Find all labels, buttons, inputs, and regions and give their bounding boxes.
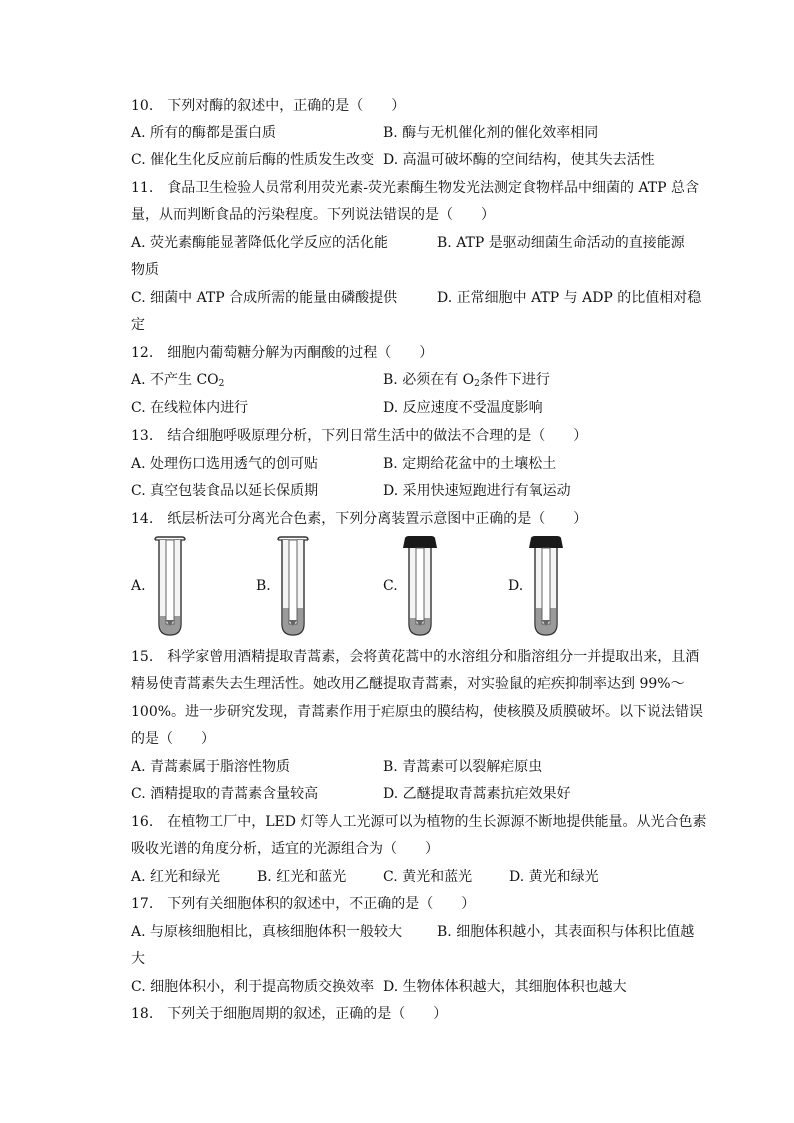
q11-option-d-continued: 定	[131, 317, 145, 333]
question-16-stem-line2: 吸收光谱的角度分析，适宜的光源组合为（ ）	[131, 841, 439, 857]
q12-option-c: C. 在线粒体内进行	[131, 400, 249, 416]
test-tube-c-icon	[402, 536, 438, 638]
q11-option-b: B. ATP 是驱动细菌生命活动的直接能源	[437, 235, 685, 251]
test-tube-a-icon	[152, 536, 188, 638]
q11-option-b-continued: 物质	[131, 262, 159, 278]
q15-option-d: D. 乙醚提取青蒿素抗疟效果好	[383, 786, 571, 802]
test-tube-b-icon	[275, 536, 311, 638]
q12-option-d: D. 反应速度不受温度影响	[383, 400, 543, 416]
q10-option-a: A. 所有的酶都是蛋白质	[131, 125, 277, 141]
question-10-stem: 10. 下列对酶的叙述中，正确的是（ ）	[131, 98, 406, 114]
q17-option-b: B. 细胞体积越小，其表面积与体积比值越	[437, 924, 695, 940]
q11-option-d: D. 正常细胞中 ATP 与 ADP 的比值相对稳	[437, 290, 702, 306]
question-11-stem-line1: 11. 食品卫生检验人员常利用荧光素-荧光素酶生物发光法测定食物样品中细菌的 ATP 总含	[131, 180, 699, 196]
question-15-stem-line4: 的是（ ）	[131, 731, 215, 747]
test-tube-d-icon	[528, 536, 564, 638]
q11-option-c: C. 细菌中 ATP 合成所需的能量由磷酸提供	[131, 290, 398, 306]
q13-option-c: C. 真空包装食品以延长保质期	[131, 483, 319, 499]
q17-option-d: D. 生物体体积越大，其细胞体积也越大	[383, 979, 627, 995]
q15-option-a: A. 青蒿素属于脂溶性物质	[131, 759, 291, 775]
q10-option-b: B. 酶与无机催化剂的催化效率相同	[383, 125, 599, 141]
q12-option-a: A. 不产生 $CO_2$	[131, 372, 225, 389]
q13-option-b: B. 定期给花盆中的土壤松土	[383, 456, 557, 472]
question-15-stem-line1: 15. 科学家曾用酒精提取青蒿素，会将黄花蒿中的水溶组分和脂溶组分一并提取出来，且酒	[131, 649, 700, 665]
question-17-stem: 17. 下列有关细胞体积的叙述中，不正确的是（ ）	[131, 896, 476, 912]
q11-option-a: A. 荧光素酶能显著降低化学反应的活化能	[131, 235, 389, 251]
q14-label-d: D.	[508, 578, 524, 594]
q12-option-b: B. 必须在有 $O_2$条件下进行	[383, 372, 550, 389]
q16-option-a: A. 红光和绿光	[131, 869, 221, 885]
question-16-stem-line1: 16. 在植物工厂中，LED 灯等人工光源可以为植物的生长源源不断地提供能量。从光合色素	[131, 814, 707, 830]
question-18-stem: 18. 下列关于细胞周期的叙述，正确的是（ ）	[131, 1006, 448, 1022]
q16-option-c: C. 黄光和蓝光	[383, 869, 473, 885]
q14-label-c: C.	[383, 578, 398, 594]
q14-label-a: A.	[131, 578, 146, 594]
q17-option-c: C. 细胞体积小，利于提高物质交换效率	[131, 979, 375, 995]
q10-option-c: C. 催化生化反应前后酶的性质发生改变	[131, 152, 375, 168]
q16-option-b: B. 红光和蓝光	[257, 869, 347, 885]
q15-option-b: B. 青蒿素可以裂解疟原虫	[383, 759, 543, 775]
q16-option-d: D. 黄光和绿光	[509, 869, 599, 885]
q13-option-a: A. 处理伤口选用透气的创可贴	[131, 456, 319, 472]
q14-label-b: B.	[256, 578, 271, 594]
q13-option-d: D. 采用快速短跑进行有氧运动	[383, 483, 571, 499]
question-13-stem: 13. 结合细胞呼吸原理分析，下列日常生活中的做法不合理的是（ ）	[131, 428, 588, 444]
question-14-stem: 14. 纸层析法可分离光合色素，下列分离装置示意图中正确的是（ ）	[131, 511, 588, 527]
q10-option-d: D. 高温可破坏酶的空间结构，使其失去活性	[383, 152, 655, 168]
question-11-stem-line2: 量，从而判断食品的污染程度。下列说法错误的是（ ）	[131, 207, 495, 223]
q15-option-c: C. 酒精提取的青蒿素含量较高	[131, 786, 319, 802]
q17-option-a: A. 与原核细胞相比，真核细胞体积一般较大	[131, 924, 403, 940]
question-12-stem: 12. 细胞内葡萄糖分解为丙酮酸的过程（ ）	[131, 345, 434, 361]
q17-option-b-continued: 大	[131, 951, 145, 967]
question-15-stem-line3: 100%。进一步研究发现，青蒿素作用于疟原虫的膜结构，使核膜及质膜破坏。以下说法错误	[131, 704, 704, 720]
question-15-stem-line2: 精易使青蒿素失去生理活性。她改用乙醚提取青蒿素，对实验鼠的疟疾抑制率达到 99%～	[131, 676, 685, 692]
